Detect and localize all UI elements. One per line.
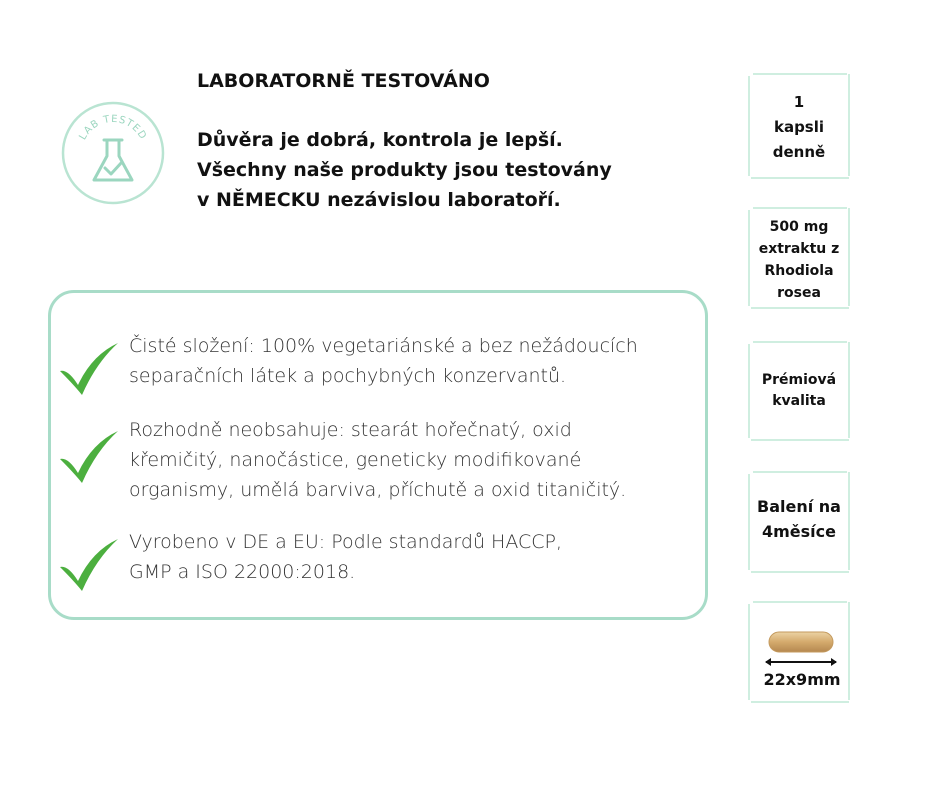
- feature-line: Vyrobeno v DE a EU: Podle standardů HACCP,: [129, 531, 563, 553]
- feature-line: křemičitý, nanočástice, geneticky modifikované: [129, 449, 582, 471]
- spec-label: [747, 90, 851, 165]
- spec-line: 4měsíce: [762, 522, 836, 541]
- spec-line: Rhodiola: [764, 263, 834, 279]
- double-arrow-icon: [765, 658, 837, 666]
- feature-line: Čisté složení: 100% vegetariánské a bez nežádoucích: [129, 335, 638, 357]
- svg-text:LAB TESTED: [78, 114, 149, 142]
- capsule-icon: [763, 630, 839, 670]
- lab-description-line: Důvěra je dobrá, kontrola je lepší.: [197, 129, 563, 151]
- spec-line: kvalita: [772, 393, 826, 409]
- spec-line: rosea: [777, 285, 821, 301]
- spec-tile-dosage: [747, 72, 851, 180]
- badge-text: LAB TESTED: [77, 113, 149, 143]
- checkmark-icon: [56, 537, 120, 593]
- lab-description-line: Všechny naše produkty jsou testovány: [197, 159, 612, 181]
- checkmark-icon: [56, 429, 120, 485]
- spec-label: [753, 670, 851, 690]
- lab-description-line: v NĚMECKU nezávislou laboratoří.: [197, 189, 561, 211]
- lab-tested-badge: [60, 100, 166, 206]
- spec-line: Prémiová: [761, 372, 837, 388]
- spec-tile-extract: [747, 206, 851, 310]
- spec-label: [747, 370, 851, 412]
- spec-line: 1: [793, 93, 805, 111]
- lab-description: [197, 125, 657, 215]
- spec-line: 500 mg: [769, 219, 829, 235]
- feature-line: separačních látek a pochybných konzervantů.: [129, 365, 567, 387]
- spec-line: kapsli: [773, 118, 825, 136]
- spec-label: [747, 494, 851, 544]
- spec-line: extraktu z: [758, 241, 840, 257]
- feature-text: [129, 527, 689, 587]
- spec-line: 22x9mm: [763, 670, 841, 689]
- feature-text: [129, 331, 689, 391]
- spec-line: Balení na: [757, 497, 841, 516]
- spec-line: denně: [772, 143, 826, 161]
- spec-tile-quality: [747, 340, 851, 442]
- feature-line: GMP a ISO 22000:2018.: [129, 561, 356, 583]
- features-panel: [48, 290, 708, 620]
- checkmark-icon: [56, 341, 120, 397]
- spec-tile-package: [747, 470, 851, 574]
- feature-line: Rozhodně neobsahuje: stearát hořečnatý, oxid: [129, 419, 572, 441]
- lab-flask-icon: [60, 100, 166, 206]
- feature-text: [129, 415, 689, 505]
- spec-tile-capsule-size: [747, 600, 851, 704]
- lab-title: LABORATORNĚ TESTOVÁNO: [197, 70, 490, 92]
- spec-label: [747, 216, 851, 304]
- feature-line: organismy, umělá barviva, příchutě a oxid titaničitý.: [129, 479, 627, 501]
